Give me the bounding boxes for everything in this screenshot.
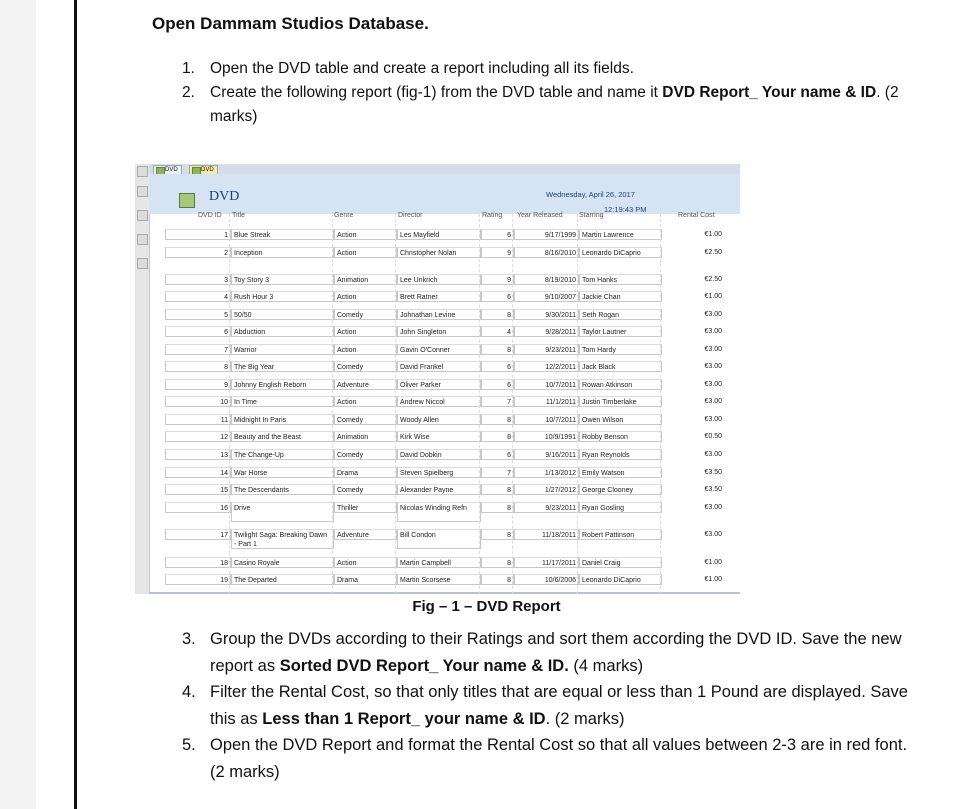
table-cell: 9/17/1999 bbox=[514, 229, 579, 240]
table-cell: Woody Allen bbox=[397, 414, 481, 425]
table-cell: €3.50 bbox=[704, 469, 722, 476]
table-cell: Ryan Gosling bbox=[579, 502, 662, 513]
task-item bbox=[182, 57, 910, 81]
task-bold-text: Less than 1 Report_ your name & ID bbox=[262, 709, 546, 728]
table-cell: 9 bbox=[165, 379, 231, 390]
table-cell: Abduction bbox=[231, 326, 334, 337]
table-cell: 19 bbox=[165, 574, 231, 585]
table-cell: 15 bbox=[165, 484, 231, 495]
table-cell: €3.00 bbox=[704, 381, 722, 388]
table-cell: €3.00 bbox=[704, 416, 722, 423]
table-cell: Thriller bbox=[334, 502, 397, 513]
grid-line bbox=[229, 214, 230, 594]
column-header: DVD ID bbox=[198, 212, 222, 219]
table-cell: Action bbox=[334, 291, 397, 302]
table-cell: Comedy bbox=[334, 414, 397, 425]
table-cell: 8 bbox=[481, 529, 514, 540]
table-cell: Tom Hardy bbox=[579, 344, 662, 355]
task-list-bottom bbox=[182, 626, 915, 785]
table-cell: 10 bbox=[165, 396, 231, 407]
table-cell: Comedy bbox=[334, 361, 397, 372]
task-item bbox=[182, 679, 915, 732]
table-cell: Twilight Saga: Breaking Dawn - Part 1 bbox=[231, 529, 334, 549]
table-cell: €2.50 bbox=[704, 276, 722, 283]
task-item bbox=[182, 626, 915, 679]
table-cell: €1.00 bbox=[704, 576, 722, 583]
table-cell: Robby Benson bbox=[579, 431, 662, 442]
table-cell: Jackie Chan bbox=[579, 291, 662, 302]
table-cell: 8 bbox=[481, 414, 514, 425]
table-cell: Animation bbox=[334, 274, 397, 285]
table-cell: 6 bbox=[165, 326, 231, 337]
navigation-pane[interactable] bbox=[135, 164, 150, 594]
table-cell: Comedy bbox=[334, 449, 397, 460]
table-cell: Casino Royale bbox=[231, 557, 334, 568]
table-cell: Action bbox=[334, 396, 397, 407]
nav-item-icon[interactable] bbox=[137, 186, 148, 197]
table-cell: Action bbox=[334, 557, 397, 568]
table-cell: 5 bbox=[165, 309, 231, 320]
column-header: Title bbox=[232, 212, 245, 219]
table-cell: 50/50 bbox=[231, 309, 334, 320]
table-cell: €3.00 bbox=[704, 531, 722, 538]
column-header: Director bbox=[398, 212, 423, 219]
table-cell: 18 bbox=[165, 557, 231, 568]
table-cell: 8/16/2010 bbox=[514, 247, 579, 258]
table-cell: Beauty and the Beast bbox=[231, 431, 334, 442]
task-number: 3. bbox=[182, 630, 196, 648]
table-cell: Justin Timberlake bbox=[579, 396, 662, 407]
table-cell: Rush Hour 3 bbox=[231, 291, 334, 302]
table-cell: David Frankel bbox=[397, 361, 481, 372]
table-cell: 11 bbox=[165, 414, 231, 425]
table-cell: Adventure bbox=[334, 379, 397, 390]
report-header bbox=[149, 174, 740, 214]
table-cell: 9/10/2007 bbox=[514, 291, 579, 302]
nav-item-icon[interactable] bbox=[137, 234, 148, 245]
table-cell: George Clooney bbox=[579, 484, 662, 495]
task-text: Group the DVDs according to their Ratings and sort them according the DVD ID. Save the new report as bbox=[210, 630, 902, 675]
column-header: Rental Cost bbox=[678, 212, 715, 219]
task-number: 5. bbox=[182, 736, 196, 754]
table-cell: Oliver Parker bbox=[397, 379, 481, 390]
table-cell: €3.00 bbox=[704, 346, 722, 353]
table-cell: 11/18/2011 bbox=[514, 529, 579, 540]
table-cell: Johnathan Levine bbox=[397, 309, 481, 320]
grid-line bbox=[395, 214, 396, 594]
table-cell: Martin Scorsese bbox=[397, 574, 481, 585]
table-cell: 9 bbox=[481, 247, 514, 258]
table-cell: 8/19/2010 bbox=[514, 274, 579, 285]
table-cell: Ryan Reynolds bbox=[579, 449, 662, 460]
table-cell: 2 bbox=[165, 247, 231, 258]
table-cell: Animation bbox=[334, 431, 397, 442]
table-cell: Steven Spielberg bbox=[397, 467, 481, 478]
table-cell: Kirk Wise bbox=[397, 431, 481, 442]
task-text: Filter the Rental Cost, so that only titles that are equal or less than 1 Pound are displayed. Save this as bbox=[210, 683, 908, 728]
report-title: DVD bbox=[209, 189, 240, 204]
table-cell: 9/30/2011 bbox=[514, 309, 579, 320]
report-date: Wednesday, April 26, 2017 bbox=[546, 190, 635, 199]
grid-line bbox=[479, 214, 480, 594]
column-header: Rating bbox=[482, 212, 503, 219]
nav-item-icon[interactable] bbox=[137, 210, 148, 221]
table-cell: Les Mayfield bbox=[397, 229, 481, 240]
table-cell: Rowan Atkinson bbox=[579, 379, 662, 390]
column-header: Year Released bbox=[517, 212, 563, 219]
table-cell: 3 bbox=[165, 274, 231, 285]
table-cell: 10/9/1991 bbox=[514, 431, 579, 442]
table-cell: Blue Streak bbox=[231, 229, 334, 240]
table-cell: 12 bbox=[165, 431, 231, 442]
table-cell: 7 bbox=[481, 396, 514, 407]
column-header: Genre bbox=[334, 212, 354, 219]
table-cell: Martin Lawrence bbox=[579, 229, 662, 240]
table-cell: Taylor Lautner bbox=[579, 326, 662, 337]
table-cell: €1.00 bbox=[704, 231, 722, 238]
task-text: Create the following report (fig-1) from the DVD table and name it bbox=[210, 84, 663, 101]
table-cell: The Big Year bbox=[231, 361, 334, 372]
table-cell: Martin Campbell bbox=[397, 557, 481, 568]
table-cell: €1.00 bbox=[704, 293, 722, 300]
report-icon bbox=[179, 193, 195, 208]
table-cell: 9 bbox=[481, 274, 514, 285]
table-cell: Johnny English Reborn bbox=[231, 379, 334, 390]
table-cell: 10/7/2011 bbox=[514, 414, 579, 425]
report-time: 12:19:43 PM bbox=[604, 205, 647, 214]
table-cell: Midnight In Paris bbox=[231, 414, 334, 425]
table-cell: €3.00 bbox=[704, 328, 722, 335]
table-cell: 11/17/2011 bbox=[514, 557, 579, 568]
tab-label: DVD bbox=[165, 167, 178, 173]
table-cell: 7 bbox=[165, 344, 231, 355]
table-cell: €3.00 bbox=[704, 451, 722, 458]
table-cell: 1 bbox=[165, 229, 231, 240]
table-cell: 4 bbox=[165, 291, 231, 302]
table-cell: 4 bbox=[481, 326, 514, 337]
table-cell: 8 bbox=[481, 484, 514, 495]
table-cell: Drama bbox=[334, 574, 397, 585]
access-report-screenshot bbox=[135, 164, 740, 594]
collapse-icon[interactable] bbox=[137, 166, 148, 177]
table-cell: Adventure bbox=[334, 529, 397, 540]
figure-caption: Fig – 1 – DVD Report bbox=[412, 598, 561, 615]
column-header: Starring bbox=[579, 212, 604, 219]
table-cell: 13 bbox=[165, 449, 231, 460]
table-cell: €1.00 bbox=[704, 559, 722, 566]
task-item bbox=[182, 81, 910, 129]
table-cell: John Singleton bbox=[397, 326, 481, 337]
table-cell: €3.00 bbox=[704, 398, 722, 405]
left-margin bbox=[0, 0, 36, 809]
table-cell: Comedy bbox=[334, 484, 397, 495]
table-cell: 6 bbox=[481, 291, 514, 302]
table-cell: Action bbox=[334, 344, 397, 355]
tab-label: DVD bbox=[201, 167, 214, 173]
task-text: Open the DVD table and create a report including all its fields. bbox=[210, 60, 634, 77]
table-cell: 17 bbox=[165, 529, 231, 540]
table-cell: 10/6/2006 bbox=[514, 574, 579, 585]
task-bold-text: DVD Report_ Your name & ID bbox=[662, 84, 877, 101]
table-cell: 7 bbox=[481, 467, 514, 478]
table-cell: 9/28/2011 bbox=[514, 326, 579, 337]
table-cell: 10/7/2011 bbox=[514, 379, 579, 390]
table-cell: War Horse bbox=[231, 467, 334, 478]
table-cell: 11/1/2011 bbox=[514, 396, 579, 407]
table-cell: In Time bbox=[231, 396, 334, 407]
table-cell: David Dobkin bbox=[397, 449, 481, 460]
table-cell: €3.00 bbox=[704, 311, 722, 318]
task-text: . (2 marks) bbox=[210, 84, 899, 125]
document-title: Open Dammam Studios Database. bbox=[152, 14, 429, 33]
table-cell: 8 bbox=[481, 502, 514, 513]
table-cell: 8 bbox=[481, 344, 514, 355]
table-cell: 8 bbox=[481, 557, 514, 568]
table-cell: Daniel Craig bbox=[579, 557, 662, 568]
table-cell: €3.00 bbox=[704, 363, 722, 370]
table-cell: Lee Unkrich bbox=[397, 274, 481, 285]
task-text: . (2 marks) bbox=[545, 709, 625, 728]
task-bold-text: Sorted DVD Report_ Your name & ID. bbox=[279, 656, 569, 675]
table-cell: Owen Wilson bbox=[579, 414, 662, 425]
page-border-line bbox=[74, 0, 77, 809]
table-cell: 8 bbox=[165, 361, 231, 372]
table-cell: Toy Story 3 bbox=[231, 274, 334, 285]
table-cell: €3.00 bbox=[704, 504, 722, 511]
table-cell: 12/2/2011 bbox=[514, 361, 579, 372]
table-cell: €3.50 bbox=[704, 486, 722, 493]
table-cell: 9/16/2011 bbox=[514, 449, 579, 460]
table-cell: The Change-Up bbox=[231, 449, 334, 460]
grid-line bbox=[577, 214, 578, 594]
table-cell: Bill Condon bbox=[397, 529, 481, 549]
table-cell: €0.50 bbox=[704, 433, 722, 440]
table-cell: 9/23/2011 bbox=[514, 502, 579, 513]
table-cell: Andrew Niccol bbox=[397, 396, 481, 407]
table-cell: Action bbox=[334, 326, 397, 337]
document-tabs bbox=[149, 164, 740, 174]
table-cell: Comedy bbox=[334, 309, 397, 320]
table-cell: 8 bbox=[481, 574, 514, 585]
table-cell: Gavin O'Conner bbox=[397, 344, 481, 355]
table-cell: 6 bbox=[481, 449, 514, 460]
table-cell: Action bbox=[334, 229, 397, 240]
table-cell: 9/23/2011 bbox=[514, 344, 579, 355]
task-item bbox=[182, 732, 915, 785]
table-cell: Action bbox=[334, 247, 397, 258]
table-cell: 16 bbox=[165, 502, 231, 513]
table-cell: 8 bbox=[481, 431, 514, 442]
task-list-top bbox=[182, 57, 910, 129]
table-cell: 1/13/2012 bbox=[514, 467, 579, 478]
table-cell: Alexander Payne bbox=[397, 484, 481, 495]
table-cell: Robert Pattinson bbox=[579, 529, 662, 540]
table-cell: The Descendants bbox=[231, 484, 334, 495]
table-cell: 1/27/2012 bbox=[514, 484, 579, 495]
table-cell: Jack Black bbox=[579, 361, 662, 372]
task-text: (4 marks) bbox=[568, 656, 644, 675]
table-cell: Brett Ratner bbox=[397, 291, 481, 302]
table-cell: 6 bbox=[481, 229, 514, 240]
grid-line bbox=[660, 214, 661, 594]
task-text: Open the DVD Report and format the Rental Cost so that all values between 2-3 are in red font. (2 marks) bbox=[210, 736, 908, 781]
grid-line bbox=[332, 214, 333, 594]
table-cell: Christopher Nolan bbox=[397, 247, 481, 258]
table-cell: Nicolas Winding Refn bbox=[397, 502, 481, 522]
table-cell: Emily Watson bbox=[579, 467, 662, 478]
table-cell: Inception bbox=[231, 247, 334, 258]
table-cell: Drive bbox=[231, 502, 334, 522]
table-cell: 6 bbox=[481, 361, 514, 372]
report-bottom-edge bbox=[149, 592, 740, 594]
table-cell: Drama bbox=[334, 467, 397, 478]
task-number: 1. bbox=[182, 60, 195, 77]
table-cell: €2.50 bbox=[704, 249, 722, 256]
table-cell: 8 bbox=[481, 309, 514, 320]
task-number: 4. bbox=[182, 683, 196, 701]
task-number: 2. bbox=[182, 84, 195, 101]
nav-item-icon[interactable] bbox=[137, 258, 148, 269]
table-cell: 6 bbox=[481, 379, 514, 390]
grid-line bbox=[512, 214, 513, 594]
table-cell: Seth Rogan bbox=[579, 309, 662, 320]
table-cell: Leonardo DiCaprio bbox=[579, 574, 662, 585]
table-cell: Tom Hanks bbox=[579, 274, 662, 285]
table-cell: The Departed bbox=[231, 574, 334, 585]
table-cell: Leonardo DiCaprio bbox=[579, 247, 662, 258]
table-cell: Warrior bbox=[231, 344, 334, 355]
table-cell: 14 bbox=[165, 467, 231, 478]
